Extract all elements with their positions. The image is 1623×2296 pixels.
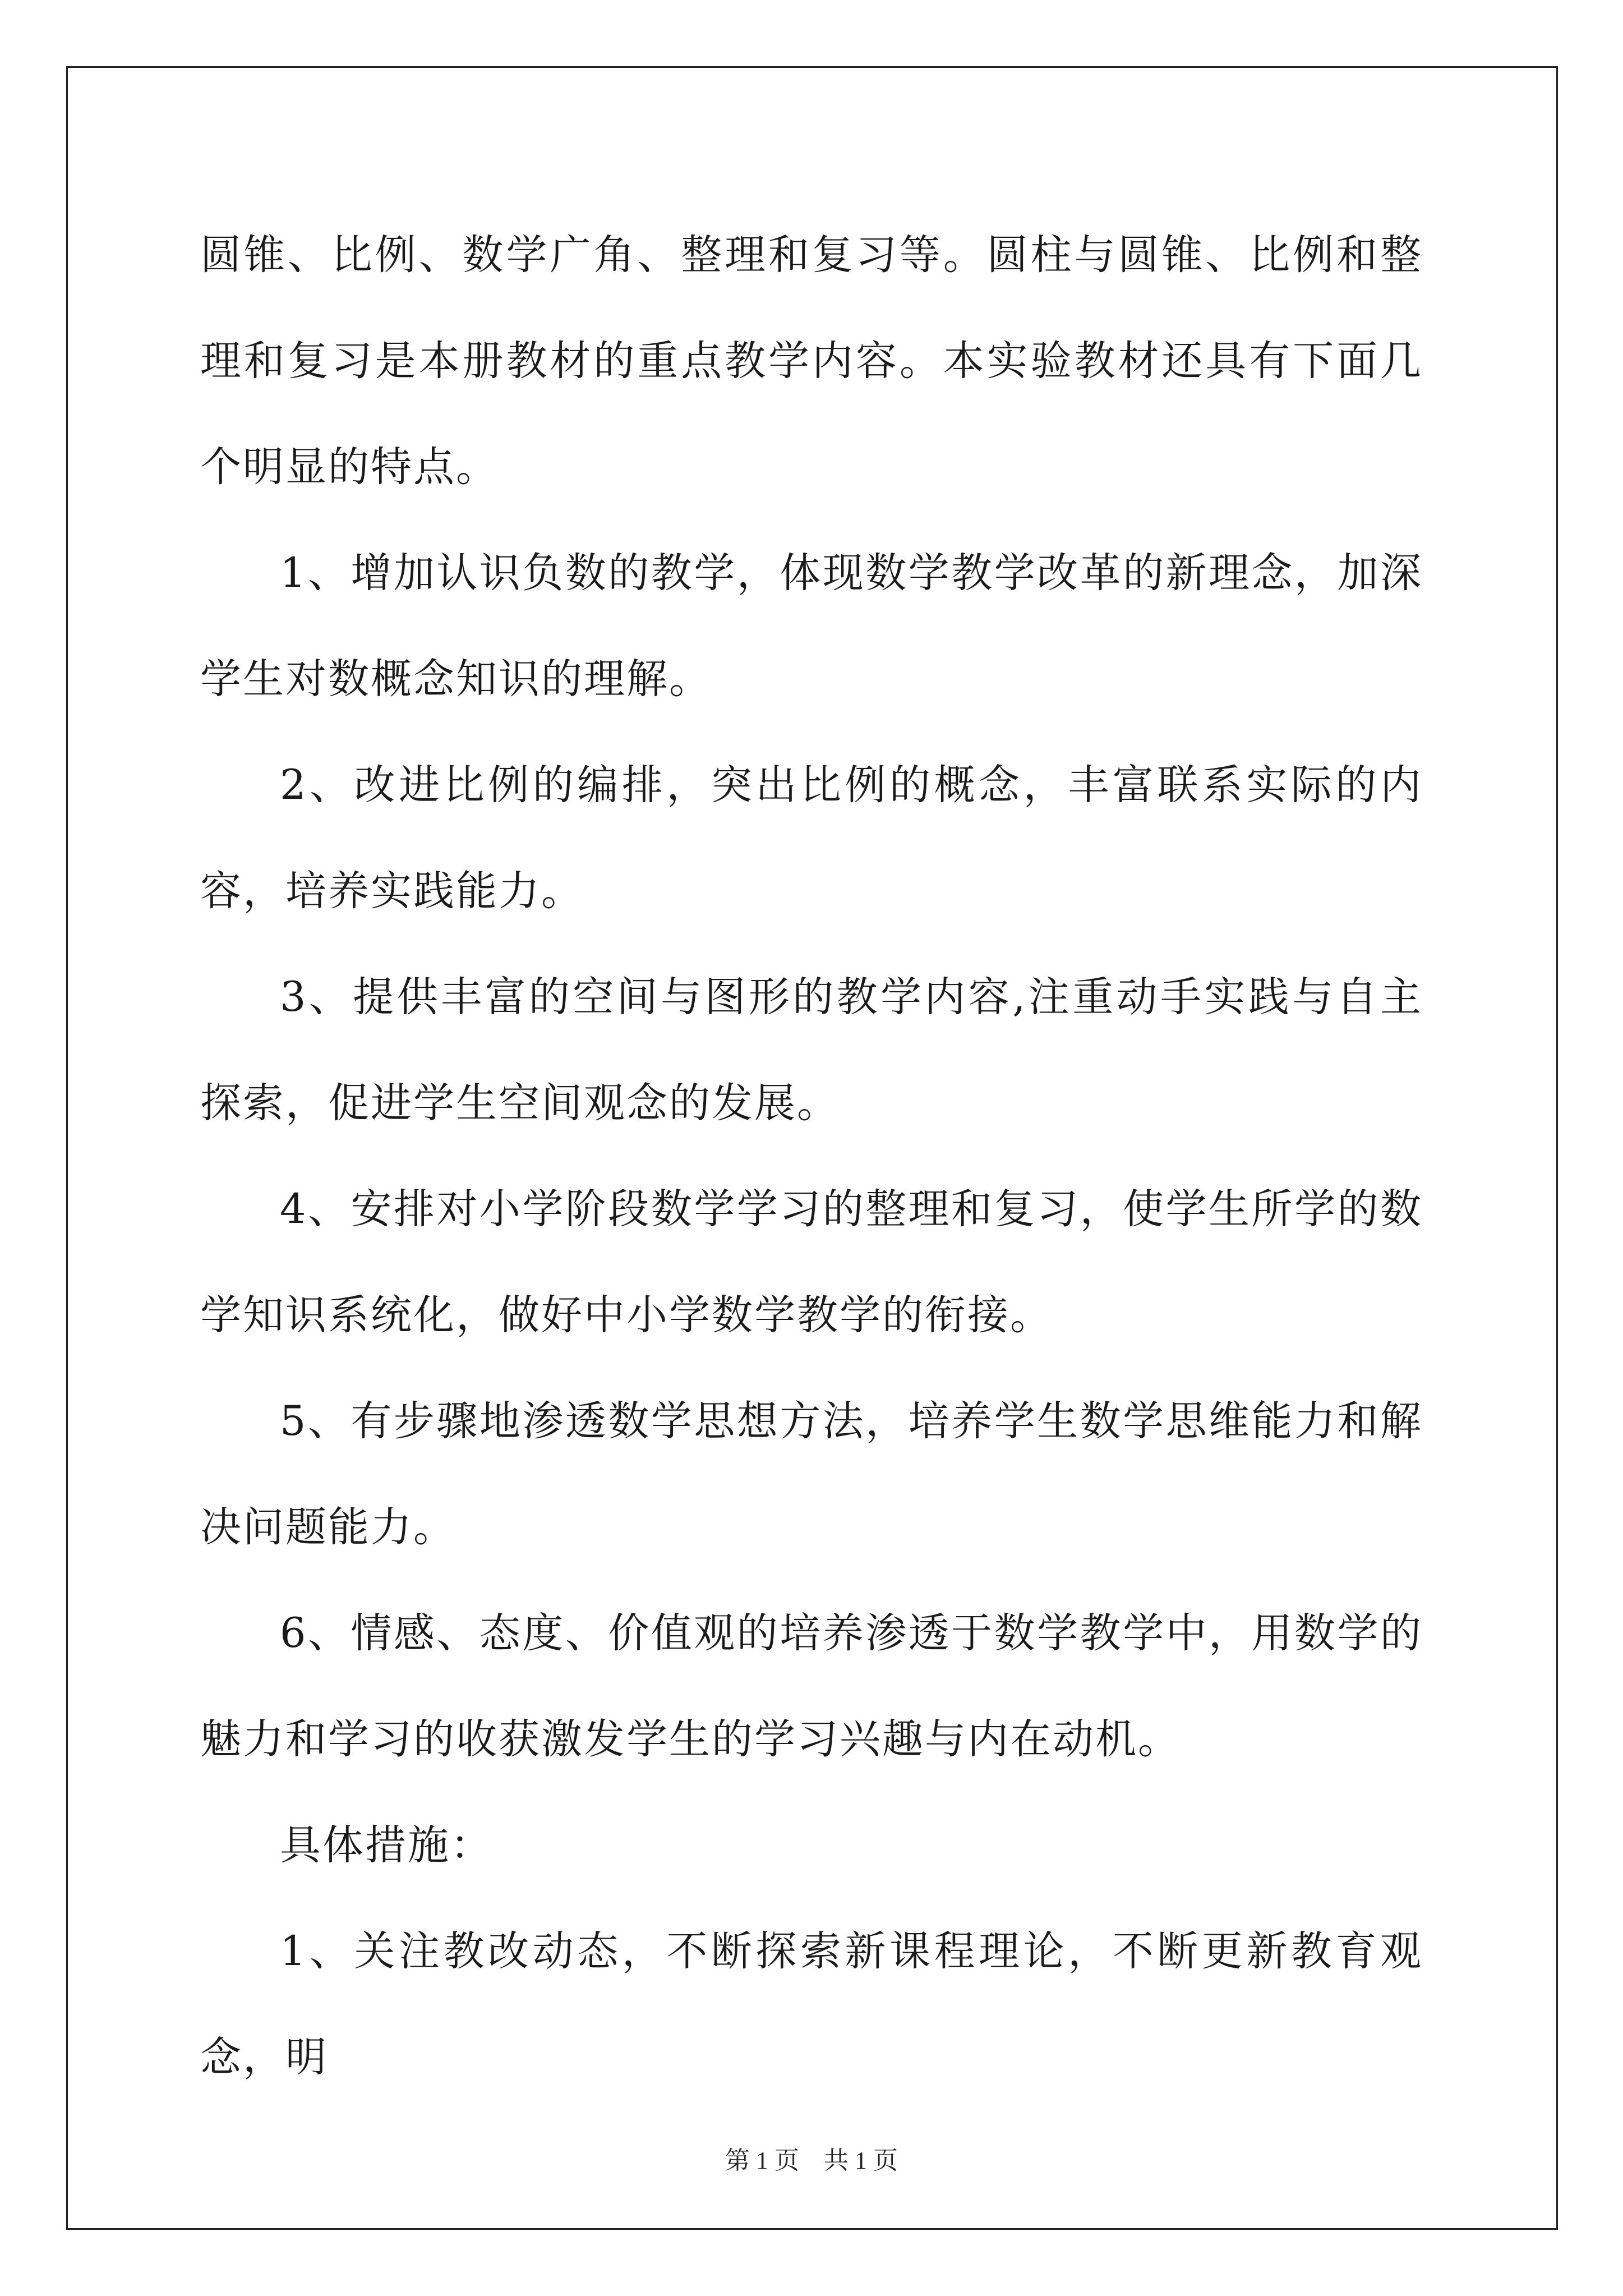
paragraph-measure-1: 1、关注教改动态，不断探索新课程理论，不断更新教育观念，明 [200, 1927, 1423, 2081]
page-footer: 第 1 页 共 1 页 [725, 2147, 898, 2174]
paragraph-7: 6、情感、态度、价值观的培养渗透于数学教学中，用数学的魅力和学习的收获激发学生的学习兴趣与内在动机。 [200, 1609, 1423, 1763]
paragraph-2: 1、增加认识负数的教学，体现数学教学改革的新理念，加深学生对数概念知识的理解。 [200, 549, 1423, 703]
paragraph-6: 5、有步骤地渗透数学思想方法，培养学生数学思维能力和解决问题能力。 [200, 1397, 1423, 1551]
paragraph-1: 圆锥、比例、数学广角、整理和复习等。圆柱与圆锥、比例和整理和复习是本册教材的重点教学内容。本实验教材还具有下面几个明显的特点。 [200, 231, 1423, 491]
document-body [200, 202, 1423, 2110]
paragraph-5: 4、安排对小学阶段数学学习的整理和复习，使学生所学的数学知识系统化，做好中小学数学教学的衔接。 [200, 1185, 1423, 1339]
paragraph-measures-heading: 具体措施： [280, 1821, 493, 1869]
paragraph-3: 2、改进比例的编排，突出比例的概念，丰富联系实际的内容，培养实践能力。 [200, 761, 1423, 915]
paragraph-4: 3、提供丰富的空间与图形的教学内容,注重动手实践与自主探索，促进学生空间观念的发展。 [200, 973, 1423, 1127]
